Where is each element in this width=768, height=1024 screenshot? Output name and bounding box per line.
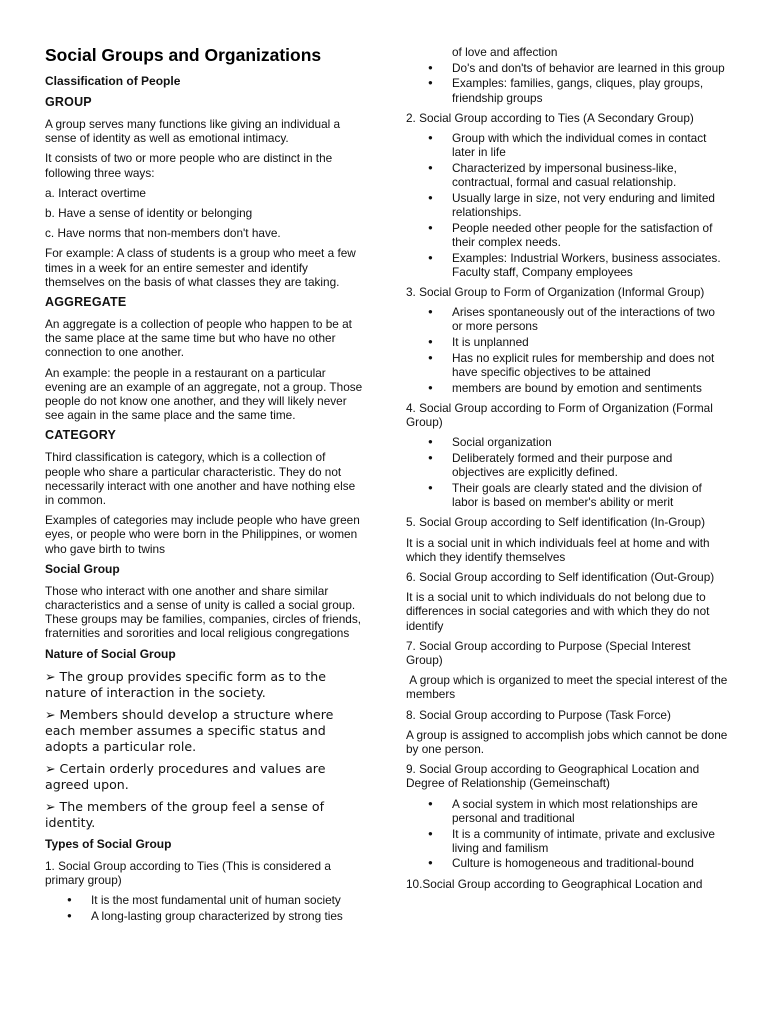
list-item: ● Arises spontaneously out of the interactions of two or more persons xyxy=(406,305,728,333)
list-item: ● Their goals are clearly stated and the division of labor is based on member's ability or merit xyxy=(406,481,728,509)
type4-title: 4. Social Group according to Form of Organization (Formal Group) xyxy=(406,400,713,430)
type2-bullet-list xyxy=(406,131,728,279)
social-group-paragraph: Those who interact with one another and share similar characteristics and a sense of unity is called a social group. These groups may be families, companies, circles of friends, fraternities and sororities and local religious congregations xyxy=(45,583,362,641)
type4-bullet-list xyxy=(406,435,728,509)
list-item: ● Social organization xyxy=(406,435,728,449)
list-item: ● It is a community of intimate, private and exclusive living and familism xyxy=(406,827,728,855)
list-item: ● Culture is homogeneous and traditional-bound xyxy=(406,856,728,870)
group-item-a: a. Interact overtime xyxy=(45,185,146,200)
type10-title: 10.Social Group according to Geographical Location and xyxy=(406,876,703,891)
type9-bullet-list xyxy=(406,797,728,871)
list-item: ● Usually large in size, not very enduring and limited relationships. xyxy=(406,191,728,219)
type8-title: 8. Social Group according to Purpose (Task Force) xyxy=(406,707,671,722)
group-paragraph-1: A group serves many functions like giving an individual a sense of identity as well as emotional intimacy. xyxy=(45,117,341,146)
nature-item-3: ➢ Certain orderly procedures and values are agreed upon. xyxy=(45,760,326,792)
group-item-b: b. Have a sense of identity or belonging xyxy=(45,206,253,221)
type6-paragraph: It is a social unit to which individuals do not belong due to differences in social categories and with which they do not identify xyxy=(406,590,710,633)
nature-heading: Nature of Social Group xyxy=(45,646,176,661)
category-paragraph-2: Examples of categories may include people who have green eyes, or people who were born in the Philippines, or women who gave birth to twins xyxy=(45,513,360,556)
group-heading: GROUP xyxy=(45,95,92,109)
list-item: ● Examples: families, gangs, cliques, play groups, friendship groups xyxy=(406,76,728,104)
classification-heading: Classification of People xyxy=(45,74,181,88)
social-group-heading: Social Group xyxy=(45,561,120,576)
list-item: ● Characterized by impersonal business-like, contractual, formal and casual relationship. xyxy=(406,161,728,189)
list-item: ● A social system in which most relationships are personal and traditional xyxy=(406,797,728,825)
category-heading: CATEGORY xyxy=(45,428,117,443)
nature-item-1: ➢ The group provides specific form as to the nature of interaction in the society. xyxy=(45,668,326,700)
nature-item-4: ➢ The members of the group feel a sense of identity. xyxy=(45,798,325,830)
aggregate-heading: AGGREGATE xyxy=(45,295,127,310)
list-item: ● A long-lasting group characterized by strong ties xyxy=(45,909,363,923)
type3-bullet-list xyxy=(406,305,728,395)
type1-bullet-list xyxy=(45,893,363,923)
type7-title: 7. Social Group according to Purpose (Special Interest Group) xyxy=(406,638,691,668)
list-item: ● Do's and don'ts of behavior are learned in this group xyxy=(406,61,728,75)
aggregate-paragraph-2: An example: the people in a restaurant on a particular evening are an example of an aggregate, not a group. Those people do not know one another, and they will likely never see again in the same place and the same time. xyxy=(45,365,363,423)
group-example: For example: A class of students is a group who meet a few times in a week for an entire semester and identify themselves on the basis of what classes they are taking. xyxy=(45,246,356,289)
type1-title: 1. Social Group according to Ties (This is considered a primary group) xyxy=(45,858,331,887)
type1-bullet-list-continued xyxy=(406,61,728,105)
right-column xyxy=(406,45,731,897)
type3-title: 3. Social Group to Form of Organization (Informal Group) xyxy=(406,285,705,300)
list-item: ● Deliberately formed and their purpose and objectives are explicitly defined. xyxy=(406,451,728,479)
group-item-c: c. Have norms that non-members don't have. xyxy=(45,226,281,241)
nature-item-2: ➢ Members should develop a structure where each member assumes a specific status and adopts a particular role. xyxy=(45,706,334,754)
type8-paragraph: A group is assigned to accomplish jobs which cannot be done by one person. xyxy=(406,727,728,757)
document-title: Social Groups and Organizations xyxy=(45,45,322,65)
list-item: ● Has no explicit rules for membership and does not have specific objectives to be attained xyxy=(406,351,728,379)
left-column xyxy=(45,44,363,929)
list-item: ● It is unplanned xyxy=(406,335,728,349)
list-item: ● Examples: Industrial Workers, business associates. Faculty staff, Company employees xyxy=(406,251,728,279)
type9-title: 9. Social Group according to Geographical Location and Degree of Relationship (Gemeinschaft) xyxy=(406,762,700,791)
type2-title: 2. Social Group according to Ties (A Secondary Group) xyxy=(406,110,694,125)
list-item: ● Group with which the individual comes in contact later in life xyxy=(406,131,728,159)
list-item: ● It is the most fundamental unit of human society xyxy=(45,893,363,907)
category-paragraph-1: Third classification is category, which is a collection of people who share a particular characteristic. They do not necessarily interact with one another and have nothing else in common. xyxy=(45,450,356,508)
type1-bullet-continuation: of love and affection xyxy=(452,45,558,59)
type5-title: 5. Social Group according to Self identification (In-Group) xyxy=(406,515,706,530)
list-item: ● People needed other people for the satisfaction of their complex needs. xyxy=(406,221,728,249)
type5-paragraph: It is a social unit in which individuals feel at home and with which they identify themselves xyxy=(406,535,710,564)
list-item: ● members are bound by emotion and sentiments xyxy=(406,381,728,395)
group-paragraph-2: It consists of two or more people who are distinct in the following three ways: xyxy=(45,151,333,180)
types-heading: Types of Social Group xyxy=(45,836,172,851)
type6-title: 6. Social Group according to Self identification (Out-Group) xyxy=(406,570,715,584)
type7-paragraph: A group which is organized to meet the special interest of the members xyxy=(406,673,731,702)
aggregate-paragraph-1: An aggregate is a collection of people who happen to be at the same place at the same time but who have no other connection to one another. xyxy=(45,317,352,360)
